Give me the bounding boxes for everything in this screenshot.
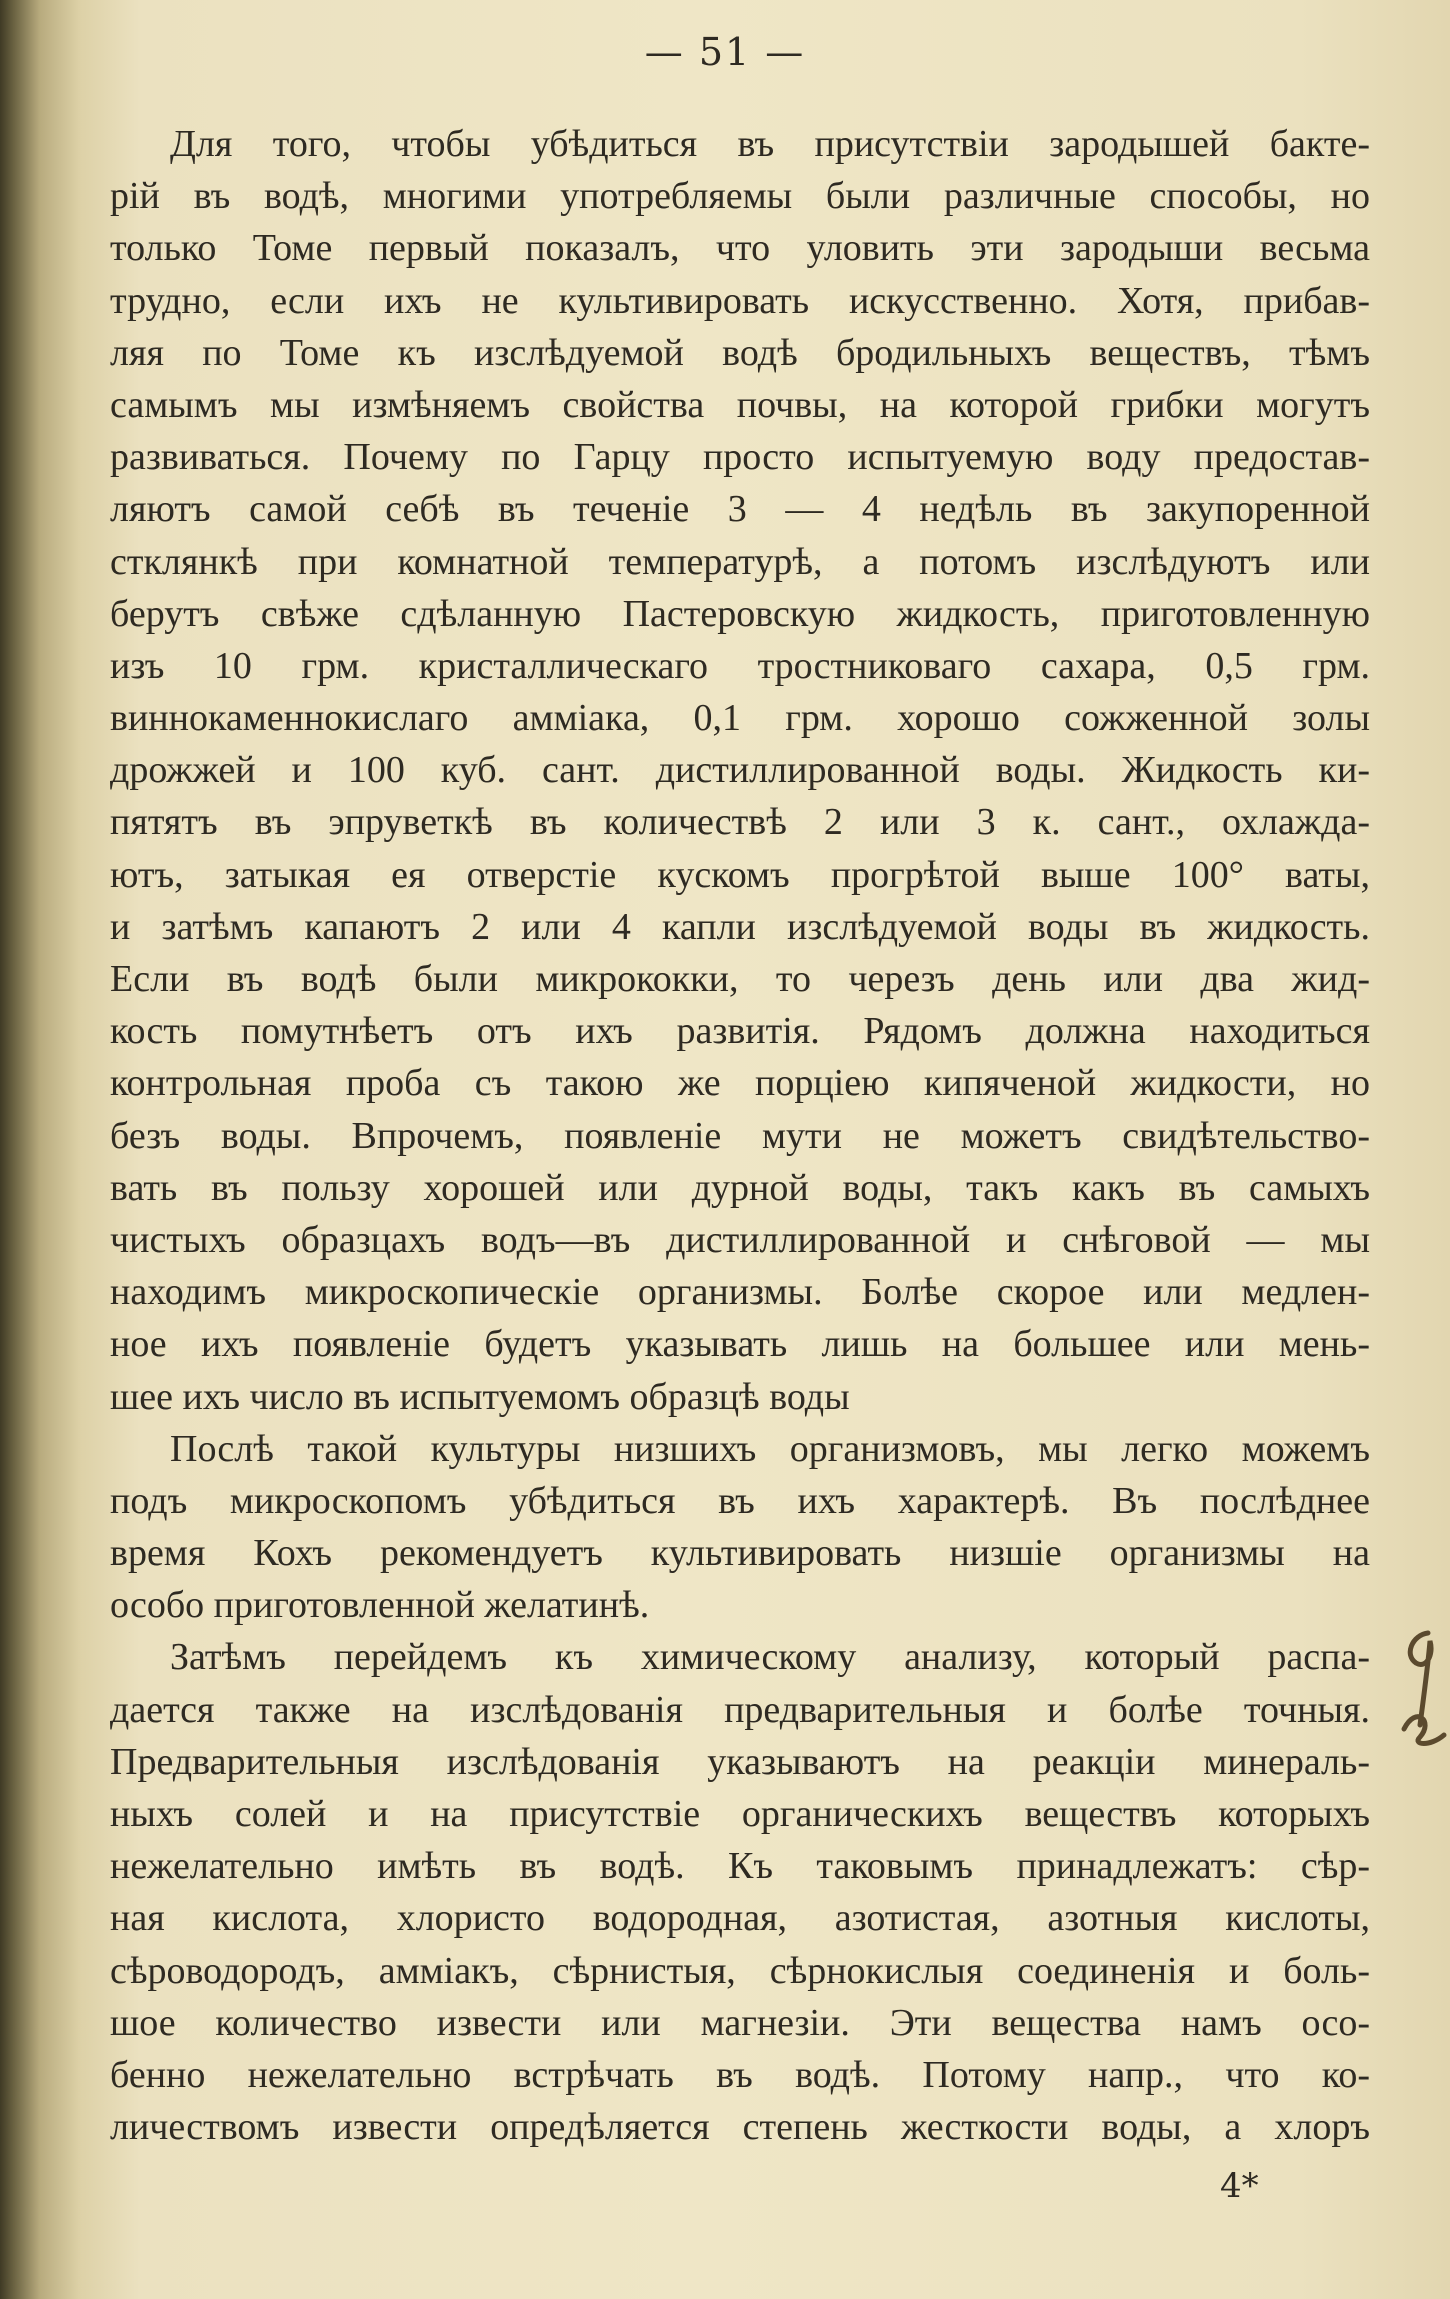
text-line: бенно нежелательно встрѣчать въ водѣ. Потому напр., что ко- (110, 2053, 1370, 2096)
text-line: Затѣмъ перейдемъ къ химическому анализу, который распа- (170, 1636, 1370, 1679)
text-line: ныхъ солей и на присутствіе органическихъ веществъ которыхъ (110, 1793, 1370, 1835)
text-line: безъ воды. Впрочемъ, появленіе мути не можетъ свидѣтельство- (110, 1114, 1370, 1157)
text-line: контрольная проба съ такою же порціею кипяченой жидкости, но (110, 1062, 1370, 1105)
text-line: ная кислота, хлористо водородная, азотистая, азотныя кислоты, (110, 1897, 1370, 1940)
text-line: вать въ пользу хорошей или дурной воды, такъ какъ въ самыхъ (110, 1166, 1370, 1209)
text-line: дается также на изслѣдованія предварительныя и болѣе точныя. (110, 1688, 1370, 1731)
text-line: время Кохъ рекомендуетъ культивировать низшіе организмы на (110, 1532, 1370, 1575)
text-line: развиваться. Почему по Гарцу просто испытуемую воду предостав- (110, 436, 1370, 479)
text-line: рій въ водѣ, многими употребляемы были различные способы, но (110, 175, 1370, 218)
text-line: находимъ микроскопическіе организмы. Болѣе скорое или медлен- (110, 1271, 1370, 1314)
text-line: сѣроводородъ, амміакъ, сѣрнистыя, сѣрнокислыя соединенія и боль- (110, 1949, 1370, 1992)
text-line: виннокаменнокислаго амміака, 0,1 грм. хорошо сожженной золы (110, 697, 1370, 740)
text-line: личествомъ извести опредѣляется степень жесткости воды, а хлоръ (110, 2106, 1370, 2149)
text-line: изъ 10 грм. кристаллическаго тростниковаго сахара, 0,5 грм. (110, 644, 1370, 687)
margin-handwritten-mark (1390, 1625, 1450, 1755)
text-line: стклянкѣ при комнатной температурѣ, а потомъ изслѣдуютъ или (110, 540, 1370, 583)
text-line: Для того, чтобы убѣдиться въ присутствіи зародышей бакте- (170, 123, 1370, 165)
text-line: Послѣ такой культуры низшихъ организмовъ, мы легко можемъ (170, 1427, 1370, 1470)
text-line: трудно, если ихъ не культивировать искусственно. Хотя, прибав- (110, 279, 1370, 322)
text-line: чистыхъ образцахъ водъ—въ дистиллированной и снѣговой — мы (110, 1218, 1370, 1261)
text-line: дрожжей и 100 куб. сант. дистиллированной воды. Жидкость ки- (110, 749, 1370, 792)
text-line: пятятъ въ эпруветкѣ въ количествѣ 2 или 3 к. сант., охлажда- (110, 801, 1370, 844)
text-line: Предварительныя изслѣдованія указываютъ на реакціи минераль- (110, 1740, 1370, 1783)
text-line: шое количество извести или магнезіи. Эти вещества намъ осо- (110, 2001, 1370, 2044)
text-line: ляютъ самой себѣ въ теченіе 3 — 4 недѣль въ закупоренной (110, 488, 1370, 531)
text-line: ляя по Томе къ изслѣдуемой водѣ бродильныхъ веществъ, тѣмъ (110, 331, 1370, 374)
text-line: только Томе первый показалъ, что уловить эти зародыши весьма (110, 227, 1370, 270)
page-number: — 51 — (644, 30, 806, 74)
signature-mark: 4* (1220, 2166, 1259, 2206)
text-line: нежелательно имѣть въ водѣ. Къ таковымъ принадлежатъ: сѣр- (110, 1845, 1370, 1888)
text-line: ютъ, затыкая ея отверстіе кускомъ прогрѣтой выше 100° ваты, (110, 853, 1370, 896)
text-line: ное ихъ появленіе будетъ указывать лишь на большее или мень- (110, 1323, 1370, 1366)
text-line: и затѣмъ капаютъ 2 или 4 капли изслѣдуемой воды въ жидкость. (110, 905, 1370, 948)
body-text (110, 118, 1370, 2153)
text-line: Если въ водѣ были микрококки, то черезъ день или два жид- (110, 958, 1370, 1000)
text-line: кость помутнѣетъ отъ ихъ развитія. Рядомъ должна находиться (110, 1010, 1370, 1053)
text-line: шее ихъ число въ испытуемомъ образцѣ воды (110, 1375, 850, 1418)
text-line: берутъ свѣже сдѣланную Пастеровскую жидкость, приготовленную (110, 592, 1370, 635)
text-line: самымъ мы измѣняемъ свойства почвы, на которой грибки могутъ (110, 383, 1370, 426)
text-line: подъ микроскопомъ убѣдиться въ ихъ характерѣ. Въ послѣднее (110, 1479, 1370, 1522)
text-line: особо приготовленной желатинѣ. (110, 1584, 650, 1627)
